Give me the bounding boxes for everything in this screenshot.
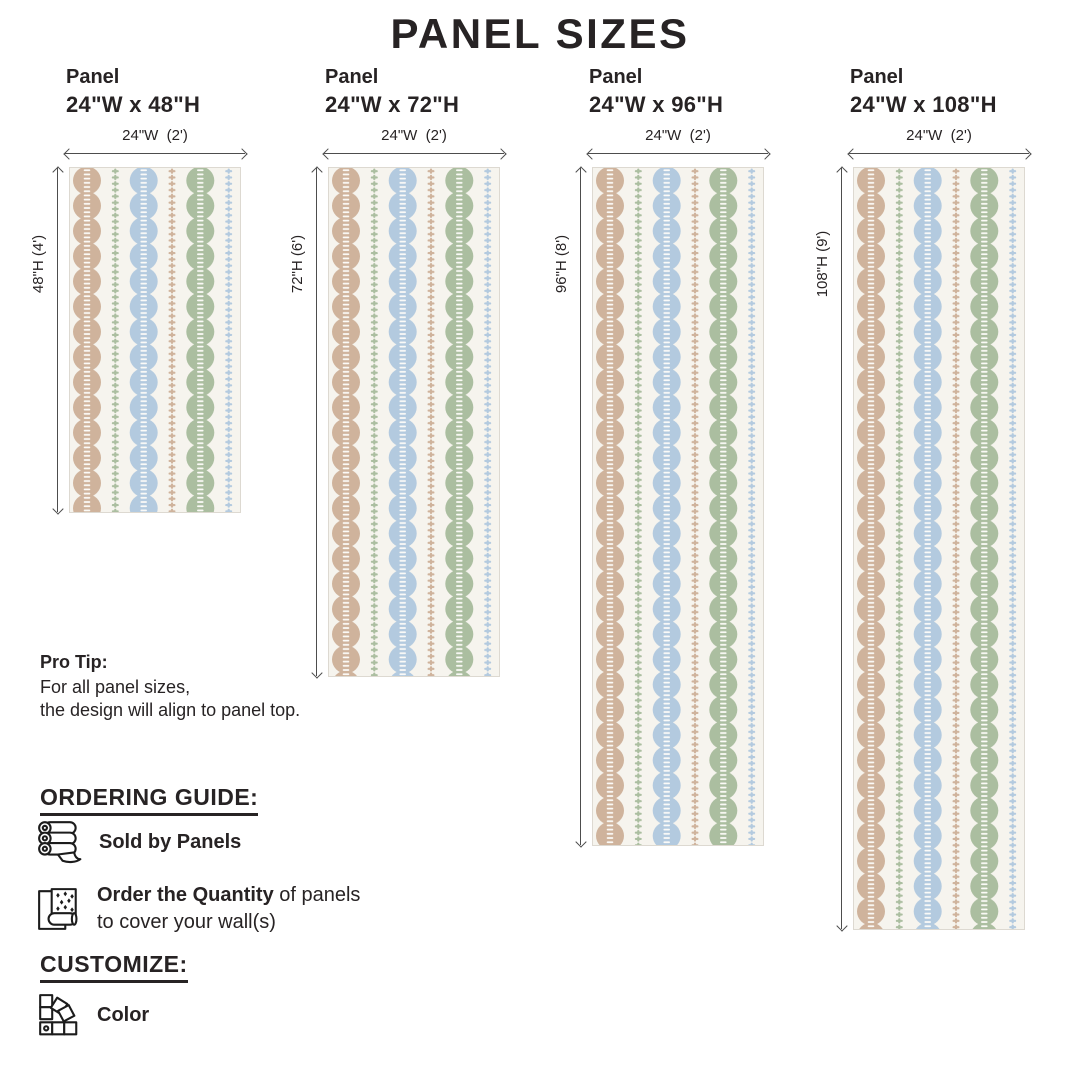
panel-label: Panel — [850, 66, 904, 88]
panel-label: Panel — [325, 66, 379, 88]
panel-height-label: 108"H (9') — [814, 230, 831, 298]
panel-height-label: 96"H (8') — [553, 234, 570, 294]
wall-covering-roll-icon — [36, 886, 82, 932]
width-dimension-arrow — [65, 153, 245, 154]
panel-heading — [66, 64, 200, 119]
order-quantity-rest: of panels — [273, 884, 361, 906]
sold-by-panels-label: Sold by Panels — [99, 830, 242, 853]
height-dimension-arrow — [316, 168, 317, 676]
order-quantity-text — [97, 882, 360, 936]
height-dimension-arrow — [57, 168, 58, 512]
width-dimension-arrow — [849, 153, 1029, 154]
pro-tip-line-1: For all panel sizes, — [40, 677, 191, 697]
order-quantity-line-2: to cover your wall(s) — [97, 911, 276, 933]
panel-width-label: 24"W (2') — [122, 127, 188, 144]
panel-label: Panel — [589, 66, 643, 88]
width-dimension-arrow — [588, 153, 768, 154]
height-dimension-arrow — [841, 168, 842, 929]
wallpaper-panel-preview-72 — [329, 168, 499, 676]
color-swatch-fan-icon — [36, 992, 82, 1038]
width-dimension-arrow — [324, 153, 504, 154]
panel-group-108 — [814, 0, 1024, 1080]
panel-height-label: 48"H (4') — [30, 234, 47, 294]
pro-tip-line-2: the design will align to panel top. — [40, 700, 301, 720]
wallpaper-panel-preview-108 — [854, 168, 1024, 929]
customize-heading: CUSTOMIZE: — [40, 951, 188, 983]
order-quantity-bold: Order the Quantity — [97, 884, 274, 906]
panel-size-label: 24"W x 48"H — [66, 92, 201, 117]
guide-item-color — [36, 992, 149, 1038]
panel-heading — [850, 64, 997, 119]
wallpaper-panel-preview-48 — [70, 168, 240, 512]
page-title: PANEL SIZES — [390, 10, 690, 57]
panel-size-label: 24"W x 108"H — [850, 92, 997, 117]
panel-group-96 — [553, 0, 763, 1080]
ordering-guide-heading: ORDERING GUIDE: — [40, 784, 258, 816]
panel-label: Panel — [66, 66, 120, 88]
guide-item-order-quantity — [36, 882, 360, 936]
wallpaper-rolls-icon — [36, 820, 84, 864]
wallpaper-panel-preview-96 — [593, 168, 763, 845]
panel-heading — [325, 64, 459, 119]
panel-width-label: 24"W (2') — [906, 127, 972, 144]
panel-size-label: 24"W x 96"H — [589, 92, 724, 117]
height-dimension-arrow — [580, 168, 581, 845]
panel-width-label: 24"W (2') — [381, 127, 447, 144]
guide-item-sold-by-panels — [36, 820, 241, 864]
panel-size-label: 24"W x 72"H — [325, 92, 460, 117]
pro-tip-heading: Pro Tip: — [40, 652, 108, 672]
panel-heading — [589, 64, 723, 119]
panel-height-label: 72"H (6') — [289, 234, 306, 294]
pro-tip — [40, 651, 300, 722]
panel-width-label: 24"W (2') — [645, 127, 711, 144]
color-label: Color — [97, 1003, 150, 1026]
